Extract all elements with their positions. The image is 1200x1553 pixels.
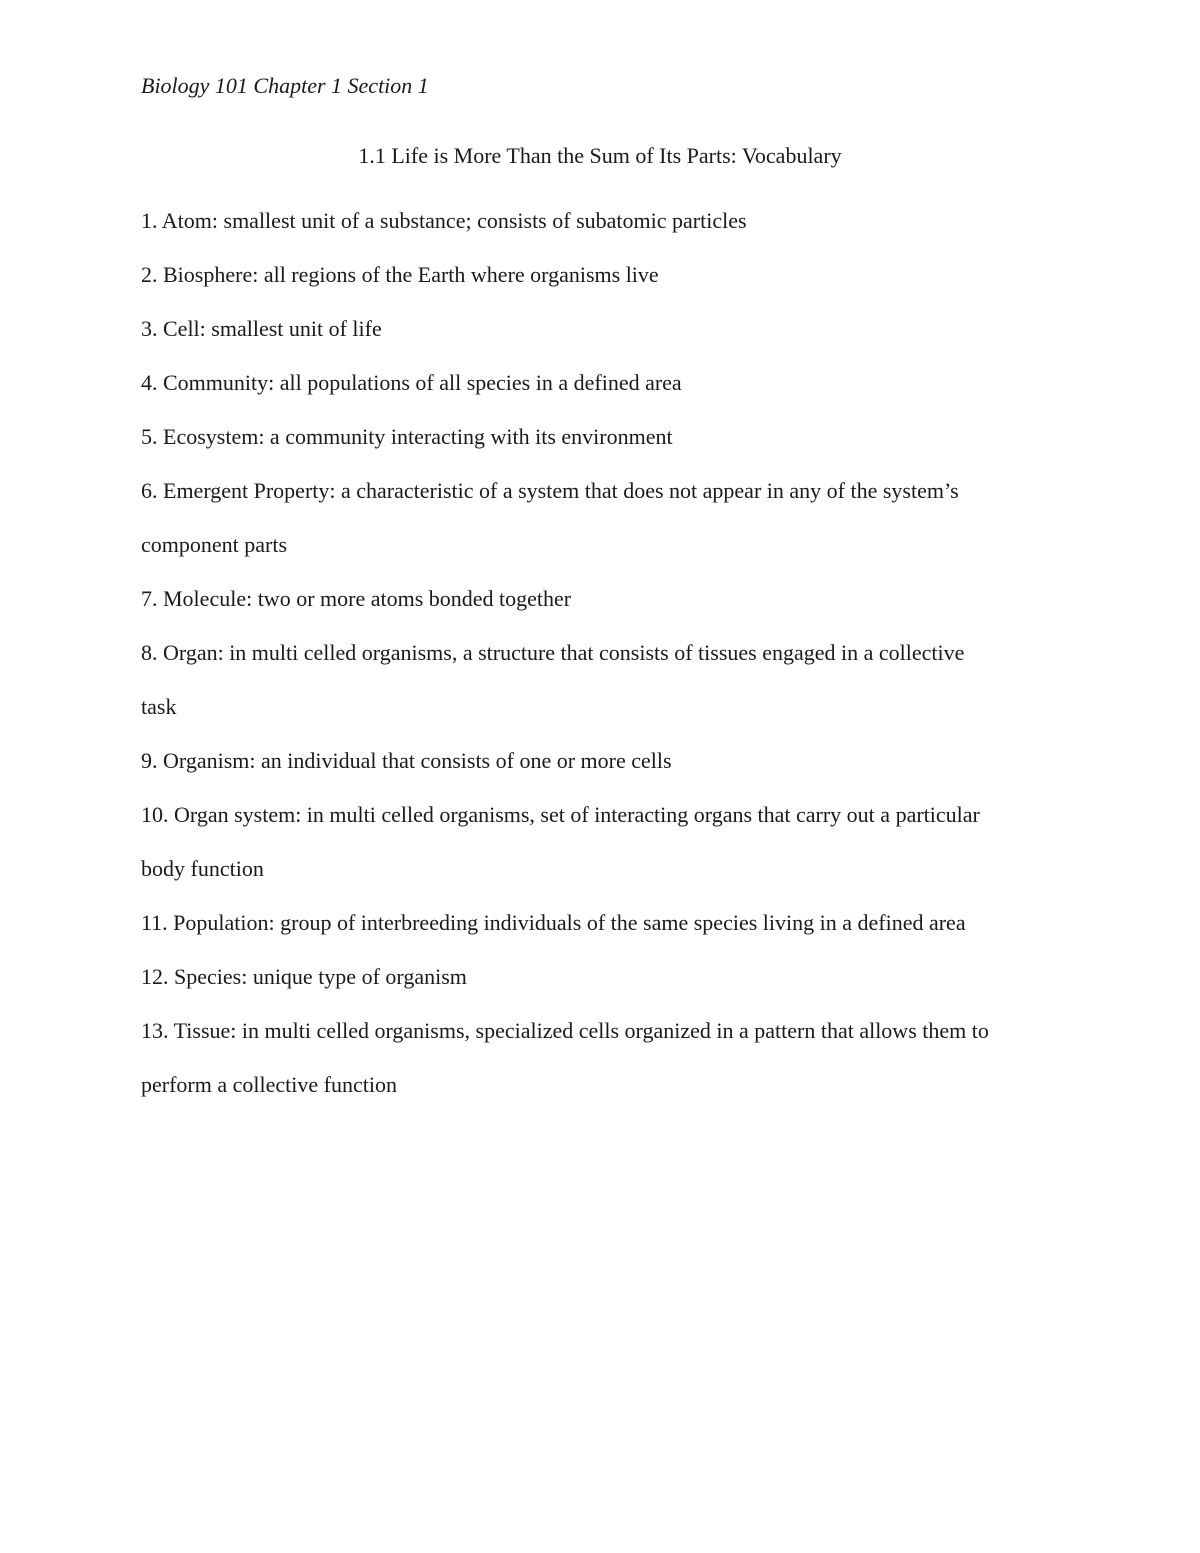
entry-line: 10. Organ system: in multi celled organisms, set of interacting organs that carry out a particular bbox=[141, 802, 980, 827]
vocabulary-entry bbox=[141, 302, 1061, 356]
entry-line-continuation: perform a collective function bbox=[141, 1072, 397, 1097]
vocabulary-entry bbox=[141, 464, 1061, 572]
vocabulary-entry bbox=[141, 788, 1061, 896]
entry-line: 3. Cell: smallest unit of life bbox=[141, 316, 382, 341]
section-title: 1.1 Life is More Than the Sum of Its Parts: Vocabulary bbox=[358, 143, 842, 168]
entry-line-continuation: task bbox=[141, 694, 177, 719]
vocabulary-entry bbox=[141, 410, 1061, 464]
entry-line: 4. Community: all populations of all species in a defined area bbox=[141, 370, 682, 395]
entry-line-continuation: component parts bbox=[141, 532, 288, 557]
vocabulary-entry bbox=[141, 734, 1061, 788]
entry-line: 13. Tissue: in multi celled organisms, specialized cells organized in a pattern that allows them to bbox=[141, 1018, 989, 1043]
vocabulary-entry bbox=[141, 194, 1061, 248]
vocabulary-entry bbox=[141, 572, 1061, 626]
entry-line: 2. Biosphere: all regions of the Earth where organisms live bbox=[141, 262, 659, 287]
entry-line: 8. Organ: in multi celled organisms, a structure that consists of tissues engaged in a collective bbox=[141, 640, 965, 665]
entry-line-continuation: body function bbox=[141, 856, 264, 881]
entry-line: 1. Atom: smallest unit of a substance; consists of subatomic particles bbox=[141, 208, 747, 233]
vocabulary-list bbox=[141, 194, 1061, 1112]
entry-line: 9. Organism: an individual that consists of one or more cells bbox=[141, 748, 672, 773]
vocabulary-entry bbox=[141, 356, 1061, 410]
entry-line: 7. Molecule: two or more atoms bonded together bbox=[141, 586, 572, 611]
vocabulary-entry bbox=[141, 626, 1061, 734]
entry-line: 6. Emergent Property: a characteristic of a system that does not appear in any of the system’s bbox=[141, 478, 959, 503]
entry-line: 12. Species: unique type of organism bbox=[141, 964, 467, 989]
vocabulary-entry bbox=[141, 950, 1061, 1004]
running-header: Biology 101 Chapter 1 Section 1 bbox=[141, 73, 429, 98]
entry-line: 5. Ecosystem: a community interacting with its environment bbox=[141, 424, 673, 449]
vocabulary-entry bbox=[141, 896, 1061, 950]
vocabulary-entry bbox=[141, 248, 1061, 302]
vocabulary-entry bbox=[141, 1004, 1061, 1112]
entry-line: 11. Population: group of interbreeding individuals of the same species living in a defined area bbox=[141, 910, 966, 935]
